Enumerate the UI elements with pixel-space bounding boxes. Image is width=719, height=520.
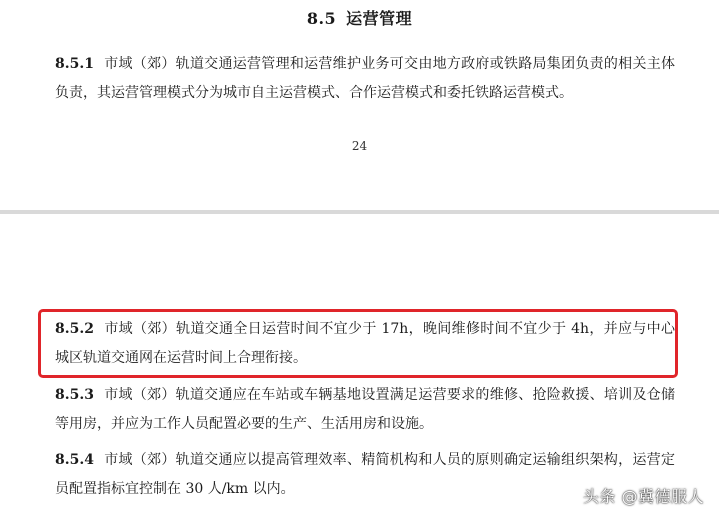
- clause-number: 8.5.3: [55, 387, 94, 403]
- clause-text: 市域（郊）轨道交通应在车站或车辆基地设置满足运营要求的维修、抢险救援、培训及仓储等用房，并应为工作人员配置必要的生产、生活用房和设施。: [55, 387, 675, 432]
- section-title: 运营管理: [346, 9, 413, 28]
- paragraph-8-5-3: [55, 381, 675, 439]
- clause-number: 8.5.1: [55, 56, 94, 72]
- paragraph-8-5-2: [55, 315, 675, 373]
- paragraph-8-5-1: [55, 50, 675, 108]
- watermark-credit: 头条 @冀德服人: [582, 487, 704, 506]
- clause-text: 市域（郊）轨道交通运营管理和运营维护业务可交由地方政府或铁路局集团负责的相关主体负责，其运营管理模式分为城市自主运营模式、合作运营模式和委托铁路运营模式。: [55, 56, 675, 101]
- section-number: 8.5: [306, 9, 337, 28]
- clause-text: 市域（郊）轨道交通全日运营时间不宜少于 17h，晚间维修时间不宜少于 4h，并应与中心城区轨道交通网在运营时间上合理衔接。: [55, 321, 675, 366]
- page-number: 24: [351, 139, 368, 153]
- clause-number: 8.5.4: [55, 452, 94, 468]
- clause-text: 市域（郊）轨道交通应以提高管理效率、精简机构和人员的原则确定运输组织架构，运营定员配置指标宜控制在 30 人/km 以内。: [55, 452, 675, 497]
- section-heading: [0, 6, 719, 29]
- page-separator: [0, 210, 719, 214]
- clause-number: 8.5.2: [55, 321, 94, 337]
